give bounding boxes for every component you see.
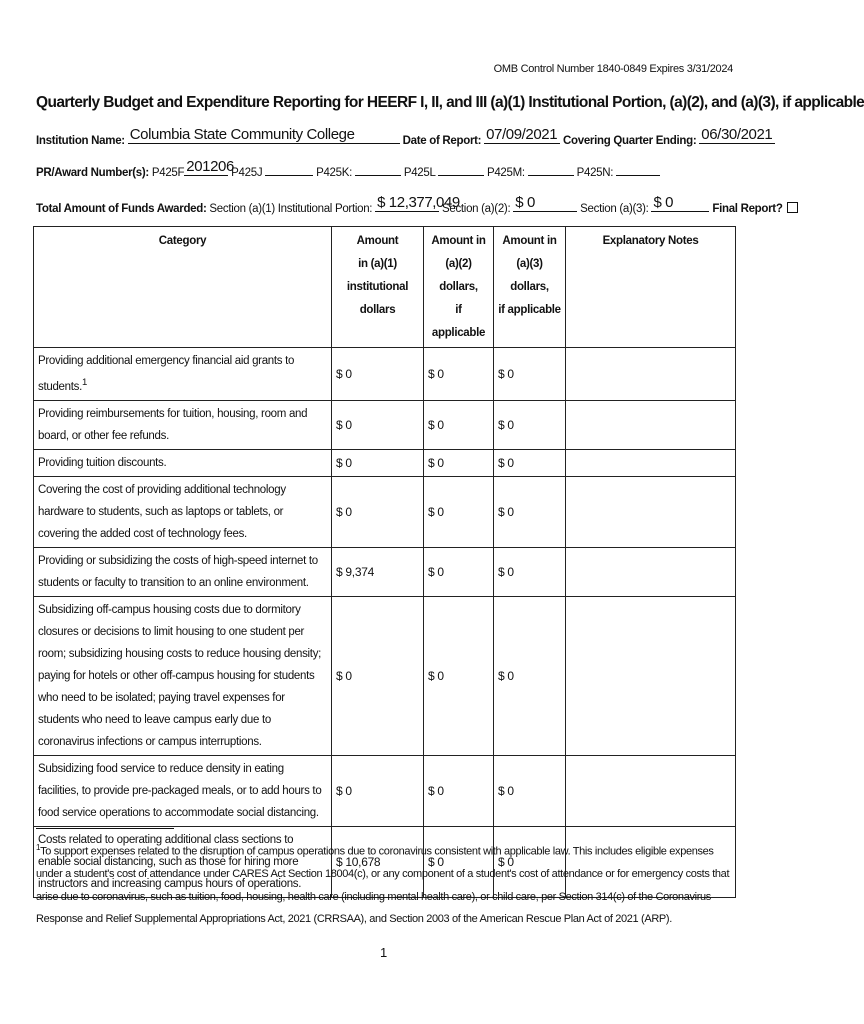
table-row [34, 449, 736, 476]
p425m-label: P425M: [486, 167, 525, 179]
quarter-ending-field[interactable] [699, 126, 775, 144]
footnote-text: To support expenses related to the disruption of campus operations due to coronavirus consistent with applicable law. This includes eligible expenses under a student's cost of attendance under CARES Act Section 18004(c), or any component of a student's cost of attendance or for emergency costs that arise due to coronavirus, such as tuition, food, housing, health care (including mental health care), or child care, per Section 314(c) of the Coronavirus Response and Relief Supplemental Appropriations Act, 2021 (CRRSAA), and Section 2003 of the American Rescue Plan Act of 2021 (ARP). [36, 845, 730, 926]
a3-section-label: Section (a)(3): [580, 203, 649, 215]
a1-amount-cell[interactable]: $ 0 [332, 476, 424, 547]
a2-header-line-3: if applicable [431, 304, 486, 339]
table-row [34, 547, 736, 596]
a2-amount-header [424, 227, 494, 348]
total-funds-label: Total Amount of Funds Awarded: [36, 203, 207, 215]
quarter-ending-label: Covering Quarter Ending: [563, 135, 697, 147]
form-title: Quarterly Budget and Expenditure Reporting for HEERF I, II, and III (a)(1) Institutional Portion, (a)(2), and (a)(3), if applicable [36, 94, 864, 111]
pr-award-label: PR/Award Number(s): [36, 167, 149, 179]
a3-amount-cell[interactable]: $ 0 [494, 449, 566, 476]
category-cell: Providing additional emergency financial aid grants to students.$^1$ [34, 348, 332, 401]
a1-portion-value: $ 12,377,049 [377, 194, 460, 211]
p425k-field[interactable] [355, 163, 401, 176]
table-row [34, 596, 736, 755]
a3-amount-cell[interactable]: $ 0 [494, 476, 566, 547]
a1-amount-cell[interactable]: $ 9,374 [332, 547, 424, 596]
a2-amount-cell[interactable]: $ 0 [424, 348, 494, 401]
a3-amount-cell[interactable]: $ 0 [494, 755, 566, 826]
date-of-report-value: 07/09/2021 [486, 126, 558, 143]
expenditure-table [33, 226, 736, 898]
notes-cell[interactable] [566, 449, 736, 476]
a3-header-line-1: Amount in [502, 235, 557, 247]
category-cell: Covering the cost of providing additional technology hardware to students, such as laptops or tablets, or covering the added cost of technology fees. [34, 476, 332, 547]
p425f-value: 201206 [186, 158, 234, 175]
a2-amount-cell[interactable]: $ 0 [424, 826, 494, 897]
quarter-ending-value: 06/30/2021 [701, 126, 773, 143]
a3-amount-cell[interactable]: $ 0 [494, 596, 566, 755]
a1-header-line-2: in (a)(1) [358, 258, 397, 270]
a1-portion-label: Section (a)(1) Institutional Portion: [209, 203, 373, 215]
a3-amount-header [494, 227, 566, 348]
a1-amount-cell[interactable]: $ 0 [332, 348, 424, 401]
footnote-divider [36, 828, 174, 829]
a1-amount-cell[interactable]: $ 10,678 [332, 826, 424, 897]
category-cell: Subsidizing off-campus housing costs due to dormitory closures or decisions to limit housing to one student per room; subsidizing housing costs to reduce housing density; paying for hotels or other off-campus housing for students who need to be isolated; paying travel expenses for students who need to leave campus early due to coronavirus infections or campus interruptions. [34, 596, 332, 755]
notes-cell[interactable] [566, 755, 736, 826]
p425j-label: P425J [231, 167, 263, 179]
total-funds-line [36, 194, 798, 215]
a1-portion-field[interactable] [375, 194, 460, 212]
category-cell: Subsidizing food service to reduce density in eating facilities, to provide pre-packaged meals, or to add hours to food service operations to accommodate social distancing. [34, 755, 332, 826]
p425j-field[interactable] [265, 163, 313, 176]
table-header-row [34, 227, 736, 348]
a3-section-value: $ 0 [653, 194, 674, 211]
p425f-label: P425F [151, 167, 185, 179]
a1-amount-header [332, 227, 424, 348]
notes-cell[interactable] [566, 596, 736, 755]
pr-award-line [36, 158, 660, 179]
table-row [34, 755, 736, 826]
a2-header-line-1: Amount in [431, 235, 486, 247]
a3-amount-cell[interactable]: $ 0 [494, 547, 566, 596]
table-row [34, 400, 736, 449]
institution-line [36, 126, 775, 147]
a2-section-field[interactable] [513, 194, 577, 212]
a3-header-line-3: if applicable [498, 304, 561, 316]
date-of-report-label: Date of Report: [402, 135, 482, 147]
p425n-field[interactable] [616, 163, 660, 176]
a3-amount-cell[interactable]: $ 0 [494, 400, 566, 449]
notes-cell[interactable] [566, 547, 736, 596]
a2-amount-cell[interactable]: $ 0 [424, 476, 494, 547]
p425f-field[interactable] [184, 158, 234, 176]
institution-field[interactable] [128, 126, 400, 144]
category-cell: Providing tuition discounts. [34, 449, 332, 476]
category-cell: Costs related to operating additional class sections to enable social distancing, such as those for hiring more instructors and increasing campus hours of operations. [34, 826, 332, 897]
a2-amount-cell[interactable]: $ 0 [424, 755, 494, 826]
notes-cell[interactable] [566, 348, 736, 401]
p425m-field[interactable] [528, 163, 574, 176]
notes-cell[interactable] [566, 476, 736, 547]
final-report-label: Final Report? [712, 203, 783, 215]
table-row [34, 476, 736, 547]
a3-header-line-2: (a)(3) dollars, [510, 258, 549, 293]
a1-amount-cell[interactable]: $ 0 [332, 400, 424, 449]
category-cell: Providing reimbursements for tuition, housing, room and board, or other fee refunds. [34, 400, 332, 449]
table-row [34, 348, 736, 401]
p425l-label: P425L [403, 167, 436, 179]
institution-label: Institution Name: [36, 135, 125, 147]
footnote-marker: 1 [36, 843, 41, 852]
a3-amount-cell[interactable]: $ 0 [494, 348, 566, 401]
a1-amount-cell[interactable]: $ 0 [332, 755, 424, 826]
a1-amount-cell[interactable]: $ 0 [332, 596, 424, 755]
omb-control-number: OMB Control Number 1840-0849 Expires 3/31/2024 [493, 63, 733, 75]
p425n-label: P425N: [576, 167, 614, 179]
footnote [36, 837, 736, 931]
footnote-ref: 1 [81, 377, 87, 388]
a3-amount-cell[interactable]: $ 0 [494, 826, 566, 897]
category-cell: Providing or subsidizing the costs of high-speed internet to students or faculty to transition to an online environment. [34, 547, 332, 596]
a1-amount-cell[interactable]: $ 0 [332, 449, 424, 476]
a2-amount-cell[interactable]: $ 0 [424, 596, 494, 755]
p425k-label: P425K: [316, 167, 353, 179]
a1-header-line-3: institutional dollars [346, 281, 409, 316]
a2-section-value: $ 0 [515, 194, 535, 211]
page-number: 1 [380, 945, 388, 960]
a3-section-field[interactable] [651, 194, 709, 212]
a2-amount-cell[interactable]: $ 0 [424, 449, 494, 476]
notes-cell[interactable] [566, 400, 736, 449]
a2-amount-cell[interactable]: $ 0 [424, 547, 494, 596]
a2-header-line-2: (a)(2) dollars, [439, 258, 478, 293]
category-header: Category [34, 227, 332, 348]
notes-header: Explanatory Notes [566, 227, 736, 348]
a2-section-label: Section (a)(2): [442, 203, 511, 215]
final-report-checkbox[interactable] [787, 202, 798, 213]
date-of-report-field[interactable] [484, 126, 560, 144]
p425l-field[interactable] [438, 163, 484, 176]
a1-header-line-1: Amount [356, 235, 399, 247]
a2-amount-cell[interactable]: $ 0 [424, 400, 494, 449]
institution-value: Columbia State Community College [129, 126, 355, 143]
